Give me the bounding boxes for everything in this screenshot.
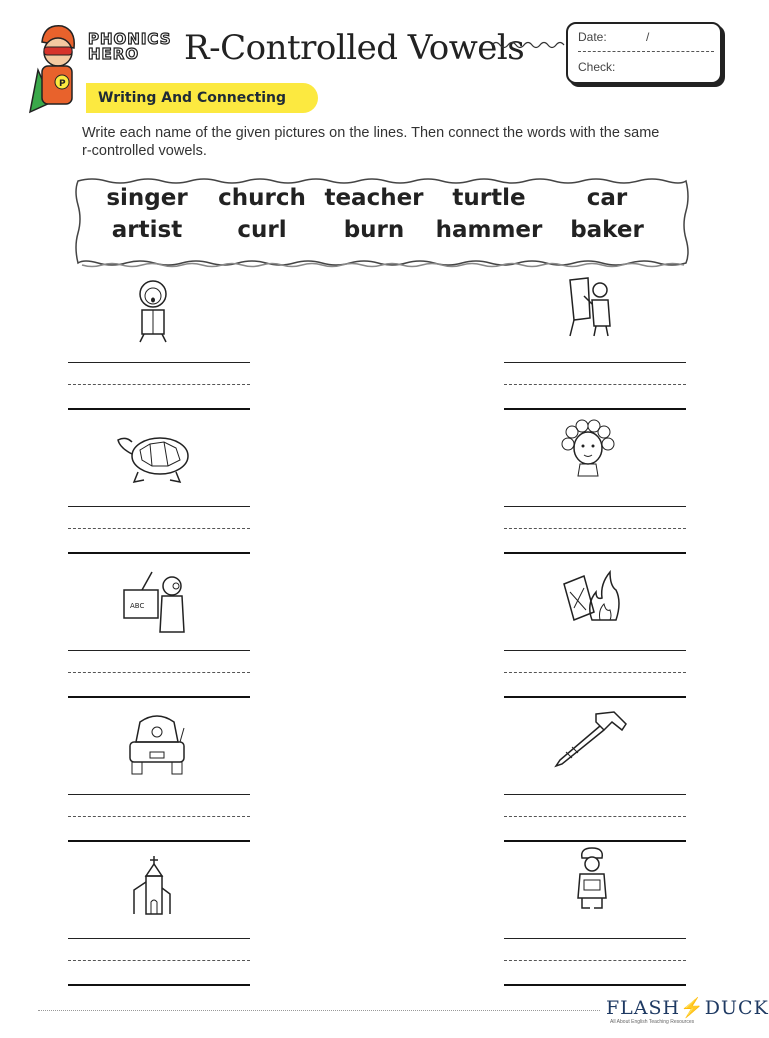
word-item: teacher <box>324 185 424 211</box>
singer-icon <box>130 278 176 344</box>
artist-icon <box>566 274 614 338</box>
church-icon <box>132 854 172 916</box>
car-icon <box>124 708 190 778</box>
hammer-icon <box>552 708 628 768</box>
baker-icon <box>572 846 612 914</box>
lightning-icon: ⚡ <box>680 997 705 1019</box>
instructions: Write each name of the given pictures on the lines. Then connect the words with the same r-controlled vowels. <box>82 125 660 159</box>
word-item: church <box>218 185 306 211</box>
writing-lines-right-4[interactable] <box>504 794 686 844</box>
date-separator: / <box>646 30 650 44</box>
word-item: car <box>586 185 628 211</box>
word-item: singer <box>106 185 188 211</box>
logo-part1: FLASH <box>606 997 681 1019</box>
word-item: burn <box>343 217 405 243</box>
svg-text:P: P <box>59 79 66 89</box>
brand-logo <box>88 32 188 62</box>
writing-lines-left-4[interactable] <box>68 794 250 844</box>
phonics-hero-mascot-icon <box>28 20 88 120</box>
check-field[interactable] <box>578 60 615 74</box>
word-bank <box>72 177 692 267</box>
curl-icon <box>560 418 616 478</box>
writing-lines-left-3[interactable] <box>68 650 250 700</box>
date-field[interactable] <box>578 30 714 52</box>
writing-lines-right-1[interactable] <box>504 362 686 412</box>
logo-part2: DUCK <box>704 997 769 1019</box>
date-label: Date: <box>578 30 607 44</box>
word-item: curl <box>237 217 287 243</box>
check-label: Check: <box>578 60 616 74</box>
word-item: artist <box>111 217 183 243</box>
date-check-box <box>566 22 722 84</box>
flashduck-logo <box>606 996 769 1026</box>
word-bank-words <box>88 185 678 243</box>
writing-lines-left-2[interactable] <box>68 506 250 556</box>
writing-lines-left-5[interactable] <box>68 938 250 988</box>
page-title: R-Controlled Vowels <box>184 28 525 68</box>
brand-line1: PHONICS <box>88 30 172 48</box>
logo-wordmark <box>606 996 769 1019</box>
word-item: turtle <box>452 185 526 211</box>
writing-lines-left-1[interactable] <box>68 362 250 412</box>
writing-lines-right-5[interactable] <box>504 938 686 988</box>
brand-line2: HERO <box>88 45 140 63</box>
writing-lines-right-2[interactable] <box>504 506 686 556</box>
turtle-icon <box>114 428 196 484</box>
svg-text:ABC: ABC <box>130 602 145 610</box>
word-item: hammer <box>435 217 543 243</box>
section-label: Writing And Connecting <box>86 83 318 113</box>
squiggle-divider <box>492 38 566 52</box>
writing-lines-right-3[interactable] <box>504 650 686 700</box>
logo-tagline: All About English Teaching Resources <box>610 1019 695 1025</box>
burn-icon <box>560 566 624 624</box>
teacher-icon <box>120 568 188 634</box>
word-item: baker <box>570 217 644 243</box>
footer-divider <box>38 1010 600 1011</box>
